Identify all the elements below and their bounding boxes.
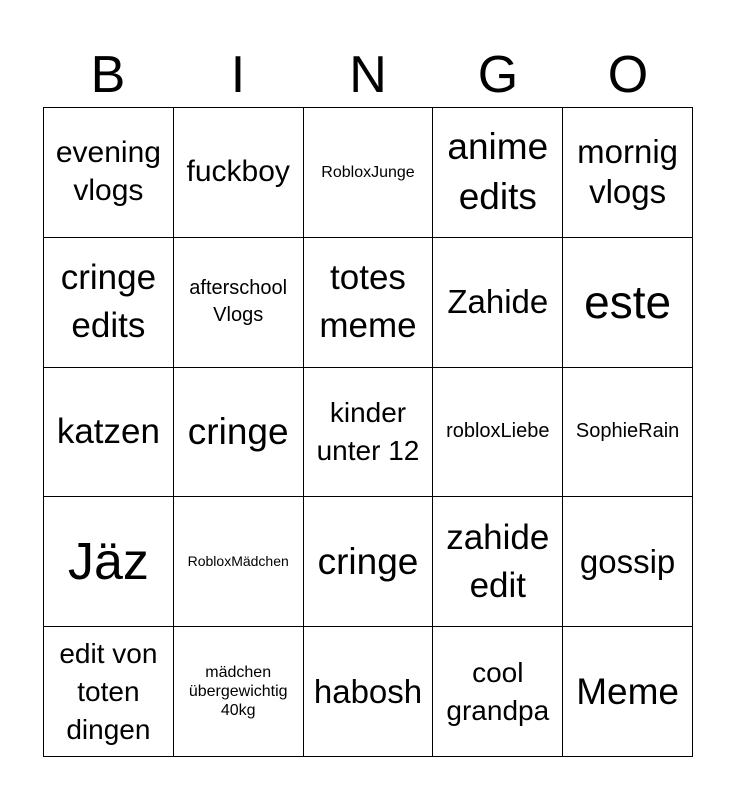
cell-text: cringe (187, 410, 289, 452)
bingo-grid (43, 107, 693, 757)
bingo-cell[interactable] (433, 368, 563, 498)
cell-text: katzen (56, 411, 160, 451)
bingo-cell[interactable] (174, 368, 304, 498)
bingo-cell[interactable] (174, 238, 304, 368)
bingo-cell[interactable] (433, 627, 563, 757)
bingo-cell[interactable] (174, 497, 304, 627)
bingo-cell[interactable] (304, 497, 434, 627)
bingo-cell[interactable] (563, 627, 693, 757)
cell-text: RobloxMädchen (187, 553, 289, 570)
bingo-cell[interactable] (174, 108, 304, 238)
cell-text: RobloxJunge (321, 163, 415, 181)
cell-text: SophieRain (575, 420, 680, 443)
cell-text: robloxLiebe (446, 420, 550, 443)
cell-text: Meme (576, 670, 679, 712)
header-letter-o: O (607, 46, 649, 104)
cell-text: este (584, 276, 672, 329)
cell-text: edit von toten dingen (59, 637, 158, 745)
header-letter-n: N (349, 46, 387, 104)
cell-text: zahide edit (446, 517, 550, 605)
cell-text: anime edits (447, 126, 549, 218)
cell-text: habosh (313, 672, 423, 710)
cell-text: Jäz (67, 532, 149, 591)
bingo-cell[interactable] (433, 238, 563, 368)
cell-text: evening vlogs (55, 136, 161, 208)
bingo-cell[interactable] (304, 627, 434, 757)
cell-text: afterschool Vlogs (189, 277, 288, 327)
bingo-cell[interactable] (174, 627, 304, 757)
bingo-cell[interactable] (563, 238, 693, 368)
cell-text: totes meme (319, 258, 417, 346)
cell-text: Zahide (447, 283, 549, 321)
bingo-cell[interactable] (304, 108, 434, 238)
header-letter-i: I (230, 46, 246, 104)
header-letter-b: B (90, 46, 126, 104)
bingo-cell[interactable] (563, 497, 693, 627)
bingo-cell[interactable] (304, 238, 434, 368)
cell-text: cringe edits (60, 258, 157, 346)
bingo-cell[interactable] (433, 108, 563, 238)
cell-text: cool grandpa (446, 656, 550, 726)
cell-text: cringe (317, 540, 419, 582)
cell-text: fuckboy (186, 155, 290, 189)
cell-text: mornig vlogs (577, 133, 679, 211)
bingo-cell[interactable] (44, 238, 174, 368)
bingo-cell[interactable] (44, 497, 174, 627)
bingo-cell[interactable] (44, 108, 174, 238)
bingo-cell[interactable] (304, 368, 434, 498)
cell-text: gossip (579, 542, 676, 580)
bingo-cell[interactable] (44, 368, 174, 498)
bingo-cell[interactable] (563, 368, 693, 498)
bingo-header (43, 44, 693, 106)
bingo-cell[interactable] (563, 108, 693, 238)
header-letter-g: G (477, 46, 519, 104)
bingo-cell[interactable] (433, 497, 563, 627)
bingo-cell[interactable] (44, 627, 174, 757)
cell-text: mädchen übergewichtig 40kg (188, 664, 288, 720)
cell-text: kinder unter 12 (316, 396, 420, 466)
